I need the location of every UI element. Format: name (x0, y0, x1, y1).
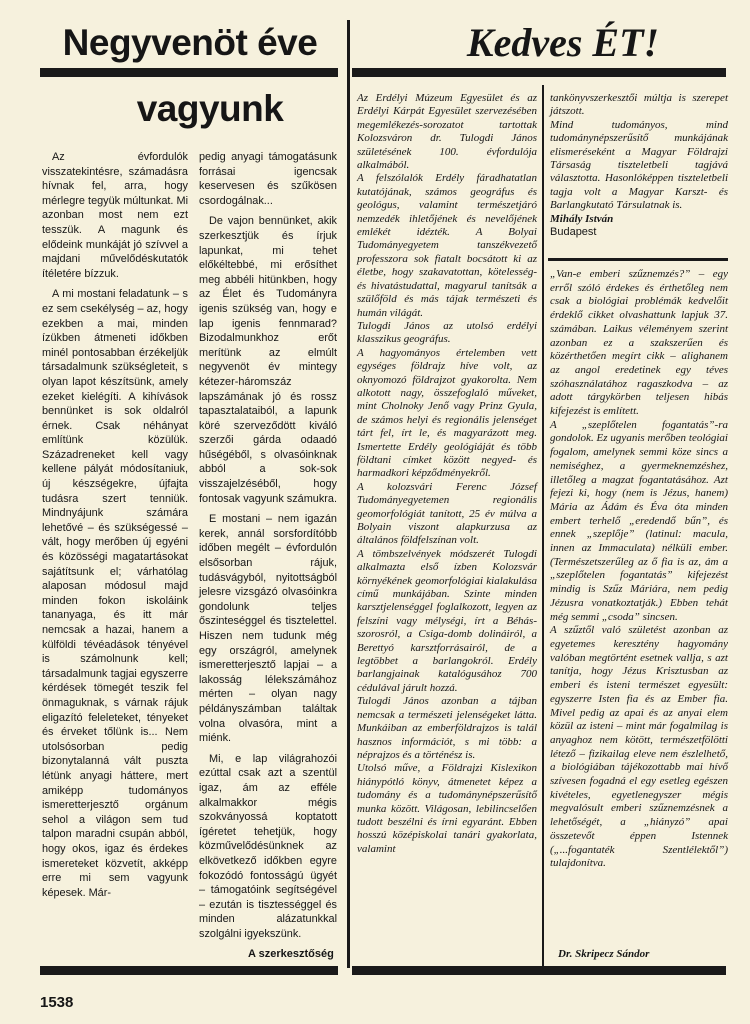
headline-left-line1: Negyvenöt éve (62, 22, 318, 63)
editorial-signature: A szerkesztőség (248, 948, 334, 960)
paragraph: Az Erdélyi Múzeum Egyesület és az Erdélyi Kárpát Egyesület szervezésében megemlékezés-sorozatot tartottak Kolozsváron dr. Tulogdi János születésének 100. évfordulója alkalmából. (357, 92, 537, 172)
page-number: 1538 (40, 994, 74, 1011)
paragraph: A mi mostani feladatunk – s ez sem csekélység – az, hogy ezekben a mai, minden ízükben átmeneti időkben minél pontosabban érzékeljük társadalmunk szükségleteit, s olyan lapot készítsünk, amely ezeket kielégíti. A kihívások bennünket is sok oldalról érnek. Csak néhányat említünk közülük. Századreneket kell vagy kellene pályát módosítaniuk, új készségekre, újfajta tudásra szert tenniük. Mindnyájunk számára lehetővé – és szükségessé – vált, hogy merőben új egyéni és közösségi magatartásokat sajátítsunk el; várhatólag alaposan módosul majd minden fokon iskoláink tananyaga, és itt már nemcsak a hazai, hanem a külföldi tévéadások tényével is számolnunk kell; társadalmunk tagjai egyszerre kérdések tömegét teszik fel önmaguknak, s várnak rájuk eligazító feleleteket, tényeket és érveket tőlünk is... Nem utolsósorban pedig bizonytalanná vált puszta létünk anyagi háttere, mert amiképp tudományos ismeretterjesztő orgánum sehol a világon sem tud talpon maradni csupán abból, hogy okos, igaz és érdekes ismereteket közvetít, akképp erre mi sem vagyunk képesek. Már- (42, 288, 188, 899)
bottom-rule-right (352, 966, 726, 975)
paragraph: De vajon bennünket, akik szerkesztjük és írjuk lapunkat, mi tehet előkéltebbé, mi erősíthet meg abbéli hitünkben, hogy az Élet és Tudományra igenis szükség van, hogy e lap igenis fennmarad? Bizodalmunkhoz erőt merítünk az elmúlt negyvenöt év mintegy kétezer-háromszáz lapszámának jó és rossz tapasztalataiból, a lapunk köré szerveződött kiváló szerzői gárda odaadó hűségéből, s olvasóinknak abból a sok-sok visszajelzéséből, hogy fontosak vagyunk számukra. (199, 215, 338, 505)
paragraph: „Van-e emberi szűznemzés?” – egy erről szóló érdekes és érthetőleg nem csak a biológiai problémák kedvelőit érdeklő cikket olvashattunk lapjuk 37. számában. Laikus véleményem szerint azonban ez a szakszerűen és közérthetően megírt cikk – alighanem az angol eredetinek egy téves szóhasználatához ragaszkodva – az adott tárgykörben teljesen hibás kifejezést is említett. (550, 268, 728, 418)
letter-signature-city: Budapest (550, 226, 597, 239)
letter-column-separator (542, 85, 544, 968)
letter-signature-name: Mihály István (550, 212, 614, 225)
paragraph: pedig anyagi támogatásunk forrásai igencsak keservesen és szűkösen csordogálnak... (199, 151, 337, 207)
headline-rule-right (352, 68, 726, 77)
paragraph: Utolsó műve, a Földrajzi Kislexikon hiánypótló könyv, átmenetet képez a tudomány és a tudománynépszerűsítő munka között. Világosan, lebilincselően tudott beszélni és írni egyaránt. Ebben hosszú középiskolai tanári gyakorlata, valamint (357, 762, 537, 855)
headline-left-line2: vagyunk (136, 88, 284, 129)
paragraph: A szűztől való születést azonban az egyetemes keresztény hagyomány valóban megtörtént esetnek vallja, s azt tanítja, hogy Jézus Krisztusban az emberi és isteni természet egyesült: egyszerre Isten fia és az Ember fia. Mivel pedig az apai és az anyai elem közül az isteni – mint már fogalmilag is anyaghoz nem kötött, természetfölötti létező – fizikailag eleve nem észlelhető, a biológiában tájékozottabb mai hívő szívesen fogadná el egy esetleg egészen kivételes, egyetlenegyszer mégis megvalósult emberi szűznemzésnek a lehetőségét, a „hiányzó” apai összetevőt éppen Istennek („...fogantaték Szentlélektől”) tulajdonítva. (550, 624, 728, 870)
column-separator (347, 20, 350, 968)
paragraph: A hagyományos értelemben vett egységes földrajz híve volt, az oknyomozó földrajzot gyakorolta. Nem alkotott nagy, összefoglaló műveket, mint Cholnoky Jenő vagy Prinz Gyula, de számos helyi és regionális jelenséget tárt fel, írt le, és magyarázott meg. Ismertette Erdély geológiáját és több földtani címket között negyed- és harmadkori képződményekről. (357, 346, 537, 480)
paragraph: Mi, e lap világrahozói ezúttal csak azt a szentül igaz, ám az efféle alkalmakkor mégis szokványossá koptatott ígéretet tehetjük, hogy közművelődésünknek az elkövetkező időkben egyre fokozódó fontosságú ügyét – támogatóink segítségével – ezután is tisztességgel és minden alázatunkkal szolgálni igyekszünk. (199, 752, 337, 940)
bottom-rule-left (40, 966, 338, 975)
letter-column-1 (357, 92, 537, 856)
paragraph: Tulogdi János az utolsó erdélyi klasszikus geográfus. (357, 319, 537, 346)
letter-divider (548, 258, 728, 261)
paragraph: A kolozsvári Ferenc József Tudományegyetemen regionális geomorfológiát tanított, 25 év múlva a Bolyain viszont alapkurzusa az általános földfelszínan volt. (357, 480, 537, 547)
paragraph: A tömbszelvények módszerét Tulogdi alkalmazta első ízben Kolozsvár környékének geomorfológiai kialakulása című munkájában. Szinte minden karsztjelenséggel foglalkozott, legyen az felszíni vagy mélységi, írt a Béhás-szorosról, a Csiga-domb dolináiról, a Berettyó karsztforrásairól, de a legtöbbet a barlangokról. Erdély barlangjainak katalógusához 700 cédulával járult hozzá. (357, 547, 537, 694)
letter-column-2a (550, 92, 728, 239)
letter-signature: Dr. Skripecz Sándor (558, 948, 650, 960)
letter-column-2b (550, 268, 728, 871)
paragraph: Az évfordulók visszatekintésre, számadásra hívnak fel, arra, hogy mérlegre tegyük múltunkat. Mi azonban most nem ezt tesszük. A magunk és elődeink munkáját jó szívvel a majdani művelődéskutatók ítéletére bízzuk. (42, 151, 188, 280)
paragraph: Mind tudományos, mind tudománynépszerűsítő munkájának elismeréseként a Magyar Földrajzi Társaság tiszteletbeli tagjává választotta. Hasonlóképpen tiszteletbeli tagja volt a Magyar Karszt- és Barlangkutató Társulatnak is. (550, 118, 728, 212)
paragraph: A felszólalók Erdély fáradhatatlan kutatójának, számos geográfus és geológus, valamint természetjáró nemzedék ihletőjének és nevelőjének emlékét idézték. A Bolyai Tudományegyetem tanszékvezető professzora sok fiatalt bocsátott ki az életbe, hogy szakavatottan, kötelesség- és hivatástudattal, magyarul tanítsák a szülőföld és más tájak természeti és humán világát. (357, 172, 537, 319)
paragraph: E mostani – nem igazán kerek, annál sorsfordítóbb időben megélt – évfordulón elsősorban rájuk, tudásvágyból, nyitottságból jelesre vizsgázó olvasóinkra gondolunk teljes őszinteséggel és tisztelettel. Hiszen nem tudunk még egy országról, amelynek ismeretterjesztő lapjai – a lakosság lélekszámához mérten – olyan nagy példányszámban találtak volna olvasóra, mint a miénk. (199, 513, 337, 745)
paragraph: A „szeplőtelen fogantatás”-ra gondolok. Ez ugyanis merőben teológiai fogalom, amelynek semmi köze sincs a nemiséghez, a gyermeknemzéshez, illetőleg a magzat fogantatásához. Azt fejezi ki, hogy (nem is Jézus, hanem) Mária az Ádám és Éva óta minden embert terhelő „eredendő bűn”, és ennek „szeplője” (latinul: macula, innen az Immaculata) nélküli ember. (Természetszerűleg az ő fia is az, ám a „szeplőtelen fogantatás” kifejezést mindig is Szűz Máriára, nem pedig Jézusra vonatkoztatják.) Ebben tehát még semmi „csoda” sincsen. (550, 418, 728, 623)
headline-right: Kedves ÉT! (466, 20, 660, 65)
headline-rule-left (40, 68, 338, 77)
paragraph: Tulogdi János azonban a tájban nemcsak a természeti jelenségeket látta. Munkáiban az emberföldrajzos is talál hasznos információt, s mi több: a néprajzos és a történész is. (357, 695, 537, 761)
article-column-2 (199, 150, 337, 941)
article-column-1 (42, 150, 188, 900)
paragraph: tankönyvszerkesztői múltja is szerepet játszott. (550, 92, 728, 118)
